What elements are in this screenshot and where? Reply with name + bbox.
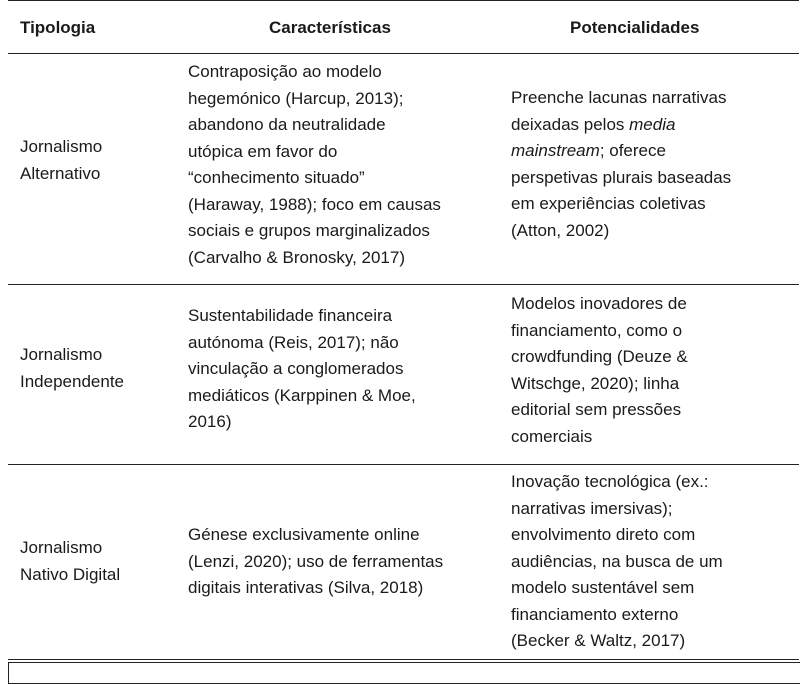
text-line: narrativas imersivas); xyxy=(511,498,673,518)
header-caracteristicas: Características xyxy=(269,18,391,37)
text-line: Modelos inovadores de xyxy=(511,294,687,313)
text-line: audiências, na busca de um xyxy=(511,551,723,571)
text-line: Inovação tecnológica (ex.: xyxy=(511,472,709,491)
text-line: abandono da neutralidade xyxy=(188,115,386,134)
text-line: mediáticos (Karppinen & Moe, xyxy=(188,385,416,405)
cell-caracteristicas xyxy=(188,522,498,602)
text-line: “conhecimento situado” xyxy=(188,168,365,187)
text-line: Independente xyxy=(20,371,124,391)
text-line: Jornalismo xyxy=(20,538,103,557)
text-line: (Haraway, 1988); foco em causas xyxy=(188,194,441,214)
text-line: comerciais xyxy=(511,426,593,446)
cell-potencialidades xyxy=(511,85,796,244)
text-line: vinculação a conglomerados xyxy=(188,359,404,378)
text-line: modelo sustentável sem xyxy=(511,578,695,597)
text-line: crowdfunding (Deuze & xyxy=(511,347,688,366)
text-fragment: ; oferece xyxy=(599,141,666,160)
text-line: financiamento, como o xyxy=(511,320,683,340)
text-line: (Lenzi, 2020); uso de ferramentas xyxy=(188,551,444,571)
text-line: Génese exclusivamente online xyxy=(188,525,420,544)
header-potencialidades: Potencialidades xyxy=(570,18,700,37)
cell-caracteristicas xyxy=(188,59,498,271)
table-row-independente xyxy=(8,285,799,465)
text-line xyxy=(511,112,796,139)
cell-tipologia xyxy=(20,535,180,588)
text-line: perspetivas plurais baseadas xyxy=(511,167,732,187)
text-line: financiamento externo xyxy=(511,604,679,624)
text-line: Contraposição ao modelo xyxy=(188,62,382,81)
note-box xyxy=(8,662,800,684)
header-tipologia: Tipologia xyxy=(20,18,96,37)
italic-term: media xyxy=(629,114,676,134)
cell-tipologia xyxy=(20,342,180,395)
text-line: Nativo Digital xyxy=(20,564,121,584)
italic-term: mainstream xyxy=(511,141,600,160)
cell-potencialidades xyxy=(511,469,796,655)
cell-potencialidades xyxy=(511,291,796,450)
text-line: em experiências coletivas xyxy=(511,194,706,213)
text-line: (Carvalho & Bronosky, 2017) xyxy=(188,247,406,267)
text-line: (Atton, 2002) xyxy=(511,220,610,240)
text-line xyxy=(511,138,796,165)
text-line: editorial sem pressões xyxy=(511,400,682,419)
text-line: Preenche lacunas narrativas xyxy=(511,88,727,107)
text-line: digitais interativas (Silva, 2018) xyxy=(188,578,424,597)
cell-caracteristicas xyxy=(188,303,498,436)
text-line: Witschge, 2020); linha xyxy=(511,373,680,393)
text-line: autónoma (Reis, 2017); não xyxy=(188,332,399,352)
text-line: envolvimento direto com xyxy=(511,525,696,544)
table-row-alternativo xyxy=(8,52,799,285)
text-line: utópica em favor do xyxy=(188,141,338,161)
cell-tipologia xyxy=(20,134,180,187)
text-line: 2016) xyxy=(188,412,232,431)
text-line: Jornalismo xyxy=(20,137,103,156)
text-line: hegemónico (Harcup, 2013); xyxy=(188,88,404,108)
text-fragment: deixadas pelos xyxy=(511,114,630,134)
table-row-nativo-digital xyxy=(8,465,799,660)
text-line: Jornalismo xyxy=(20,345,103,364)
text-line: sociais e grupos marginalizados xyxy=(188,221,430,240)
text-line: Sustentabilidade financeira xyxy=(188,306,393,325)
text-line: Alternativo xyxy=(20,163,101,183)
text-line: (Becker & Waltz, 2017) xyxy=(511,631,686,650)
table-header xyxy=(8,0,799,54)
